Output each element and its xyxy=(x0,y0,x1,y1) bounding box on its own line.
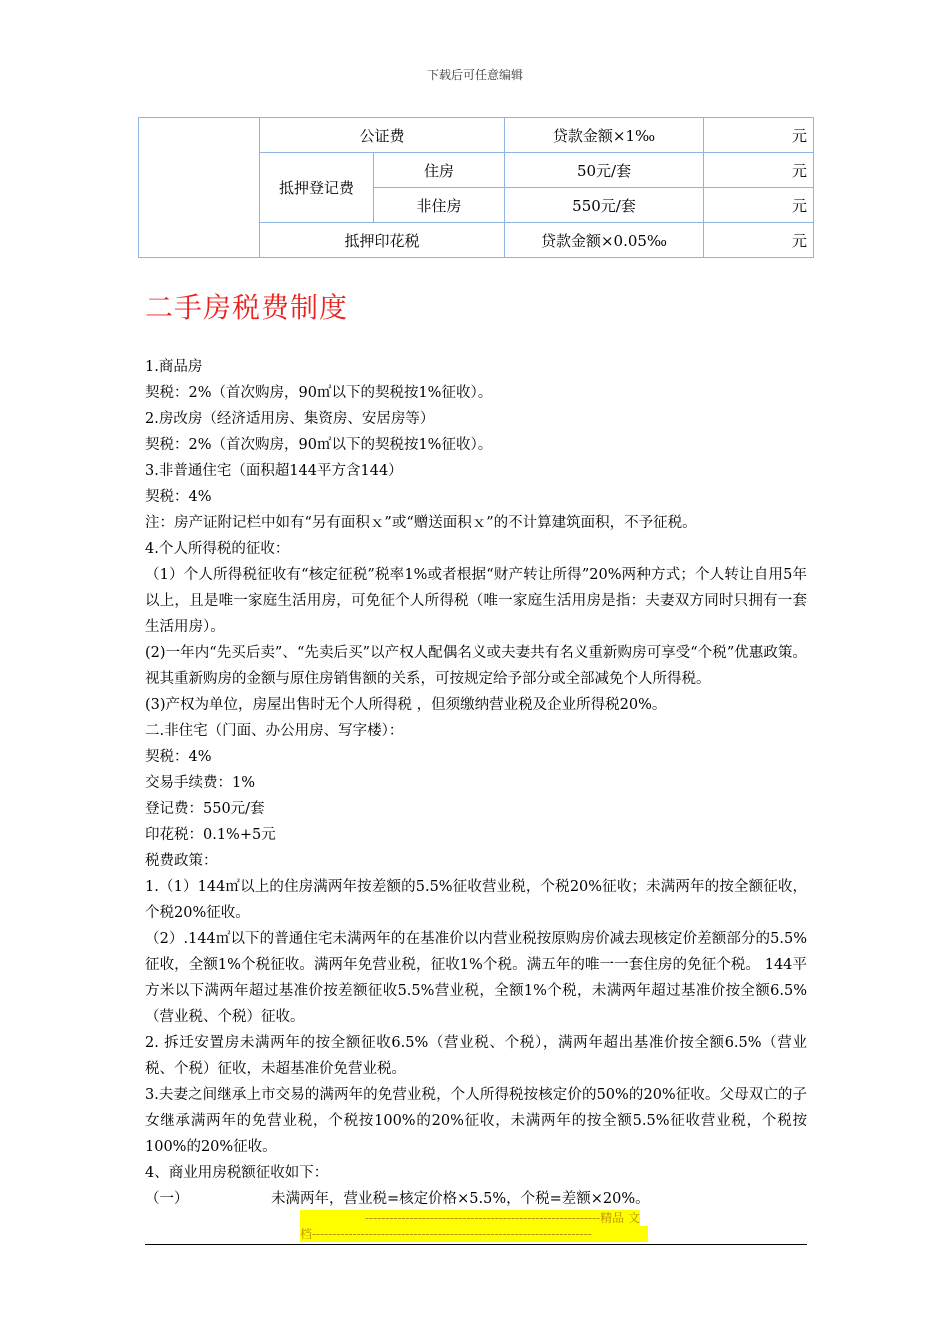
paragraph xyxy=(145,1186,807,1212)
table-cell-unit: 元 xyxy=(704,153,814,188)
table-cell-item: 公证费 xyxy=(260,118,505,153)
paragraph: (3)产权为单位，房屋出售时无个人所得税 ，但须缴纳营业税及企业所得税20%。 xyxy=(145,697,667,713)
paragraph: 2. 拆迁安置房未满两年的按全额征收6.5%（营业税、个税），满两年超出基准价按全额6.5%（营业税、个税）征收，未超基准价免营业税。 xyxy=(145,1035,807,1077)
paragraph: 1.（1）144㎡以上的住房满两年按差额的5.5%征收营业税，个税20%征收；未满两年的按全额征收，个税20%征收。 xyxy=(145,879,807,921)
document-body xyxy=(145,354,807,1212)
paragraph: 登记费：550元/套 xyxy=(145,801,265,817)
paragraph: 契税：2%（首次购房，90㎡以下的契税按1%征收）。 xyxy=(145,437,493,453)
paragraph: 3.非普通住宅（面积超144平方含144） xyxy=(145,463,403,479)
footer-watermark-line1: ----------------------------------------------------------精品 文 xyxy=(300,1210,640,1226)
paragraph: 4.个人所得税的征收： xyxy=(145,541,290,557)
page-header: 下载后可任意编辑 xyxy=(426,68,523,82)
paragraph: 印花税：0.1%+5元 xyxy=(145,827,276,843)
item-number: （一） xyxy=(145,1191,189,1207)
paragraph: 二.非住宅（门面、办公用房、写字楼）： xyxy=(145,723,404,739)
paragraph: (2)一年内“先买后卖”、“先卖后买”以产权人配偶名义或夫妻共有名义重新购房可享受“个税”优惠政策。视其重新购房的金额与原住房销售额的关系，可按规定给予部分或全部减免个人所得税。 xyxy=(145,645,807,687)
paragraph: （2）.144㎡以下的普通住宅未满两年的在基准价以内营业税按原购房价减去现核定价差额部分的5.5%征收，全额1%个税征收。满两年免营业税，征收1%个税。满五年的唯一一套住房的免征个税。 144平方米以下满两年超过基准价按差额征收5.5%营业税，全额1%个税，未满两年超过基准价按全额6.5%（营业税、个税）征收。 xyxy=(145,931,807,1025)
table-cell-unit: 元 xyxy=(704,118,814,153)
paragraph: 3.夫妻之间继承上市交易的满两年的免营业税，个人所得税按核定价的50%的20%征收。父母双亡的子女继承满两年的免营业税，个税按100%的20%征收，未满两年的按全额5.5%征收营业税，个税按100%的20%征收。 xyxy=(145,1087,807,1155)
paragraph: 注：房产证附记栏中如有“另有面积ｘ”或“赠送面积ｘ”的不计算建筑面积，不予征税。 xyxy=(145,515,697,531)
paragraph: 2.房改房（经济适用房、集资房、安居房等） xyxy=(145,411,435,427)
table-row xyxy=(139,118,814,153)
paragraph: 交易手续费：1% xyxy=(145,775,256,791)
table-cell-item: 抵押印花税 xyxy=(260,223,505,258)
item-text: 未满两年，营业税=核定价格×5.5%，个税=差额×20%。 xyxy=(271,1191,650,1207)
fee-table xyxy=(138,117,814,258)
section-heading: 二手房税费制度 xyxy=(145,291,349,324)
paragraph: 契税：2%（首次购房，90㎡以下的契税按1%征收）。 xyxy=(145,385,493,401)
paragraph: 税费政策： xyxy=(145,853,218,869)
footer-watermark-line2: 档--------------------------------------------------------------------- xyxy=(300,1226,648,1242)
table-cell-item: 抵押登记费 xyxy=(260,153,374,223)
table-cell-formula: 550元/套 xyxy=(505,188,704,223)
table-cell-formula: 贷款金额×1‰ xyxy=(505,118,704,153)
footer-rule xyxy=(145,1244,807,1245)
paragraph: 契税：4% xyxy=(145,489,212,505)
table-cell-subitem: 非住房 xyxy=(374,188,505,223)
table-cell-unit: 元 xyxy=(704,223,814,258)
paragraph: 契税：4% xyxy=(145,749,212,765)
paragraph: 1.商品房 xyxy=(145,359,203,375)
table-cell-subitem: 住房 xyxy=(374,153,505,188)
blank-cell xyxy=(139,118,260,258)
table-cell-unit: 元 xyxy=(704,188,814,223)
paragraph: 4、商业用房税额征收如下： xyxy=(145,1165,329,1181)
paragraph: （1）个人所得税征收有“核定征税”税率1%或者根据“财产转让所得”20%两种方式；个人转让自用5年以上，且是唯一家庭生活用房，可免征个人所得税（唯一家庭生活用房是指：夫妻双方同时只拥有一套生活用房）。 xyxy=(145,567,807,635)
table-cell-formula: 50元/套 xyxy=(505,153,704,188)
table-cell-formula: 贷款金额×0.05‰ xyxy=(505,223,704,258)
